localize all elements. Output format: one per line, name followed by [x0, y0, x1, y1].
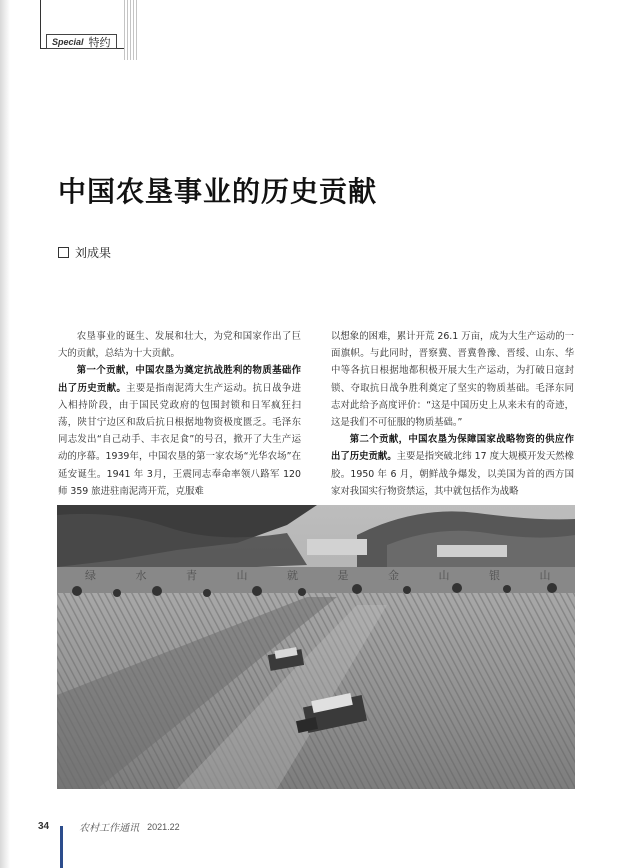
paragraph-text: 主要是指突破北纬 17 度大规模开发天然橡胶。1950 年 6 月，朝鲜战争爆发，以美国为首的西方国家对我国实行物资禁运，其中就包括作为战略	[331, 451, 574, 497]
header-decoration	[124, 0, 138, 60]
author-square-icon	[58, 247, 69, 258]
paragraph-text: 以想象的困难，累计开荒 26.1 万亩，成为大生产运动的一面旗帜。与此同时，晋察冀、晋冀鲁豫、晋绥、山东、华中等各抗日根据地都积极开展大生产运动，为打破日寇封锁、夺取抗日战争胜利奠定了坚实的物质基础。毛泽东同志对此给予高度评价：“这是中国历史上从来未有的奇迹，这是我们不可征服的物质基础。”	[331, 331, 574, 429]
farm-harvest-photo	[57, 505, 575, 789]
paragraph-text: 农垦事业的诞生、发展和壮大，为党和国家作出了巨大的贡献，总结为十大贡献。	[58, 331, 301, 360]
paragraph-text: 主要是指南泥湾大生产运动。抗日战争进入相持阶段，由于国民党政府的包围封锁和日军疯狂扫荡，陕甘宁边区和敌后抗日根据地物资极度匮乏。毛泽东同志发出“自己动手、丰衣足食”的号召，掀开了大生产运动的序幕。1939年，中国农垦的第一家农场“光华农场”在延安诞生。1941 年 3月，王震同志奉命率领八路军 120 师 359 旅进驻南泥湾开荒，克服难	[58, 382, 301, 497]
paragraph	[58, 362, 301, 500]
paragraph	[331, 431, 574, 500]
article-title: 中国农垦事业的历史贡献	[58, 175, 378, 208]
paragraph-lead: 第二个贡献，中国农垦为保障国家战略物资的供应作出了历史贡献。	[331, 434, 574, 463]
paragraph	[331, 328, 574, 431]
photo-sign-text: 绿 水 青 山 就 是 金 山 银 山	[85, 569, 569, 582]
author-line	[58, 244, 111, 261]
page-number: 34	[38, 821, 50, 832]
issue-number: 2021.22	[147, 821, 180, 832]
header-vertical-rule	[40, 0, 41, 48]
page-footer	[38, 819, 180, 834]
photo-illustration	[57, 505, 575, 789]
article-column-right	[331, 328, 574, 500]
special-label: Special	[52, 36, 84, 47]
paragraph	[58, 328, 301, 362]
section-label: 特约	[88, 35, 111, 49]
paragraph-lead: 第一个贡献，中国农垦为奠定抗战胜利的物质基础作出了历史贡献。	[58, 365, 301, 394]
author-name: 刘成果	[75, 246, 112, 260]
page-edge-shadow	[0, 0, 10, 868]
magazine-name: 农村工作通讯	[79, 823, 140, 834]
section-tag	[46, 34, 117, 49]
article-column-left	[58, 328, 301, 500]
